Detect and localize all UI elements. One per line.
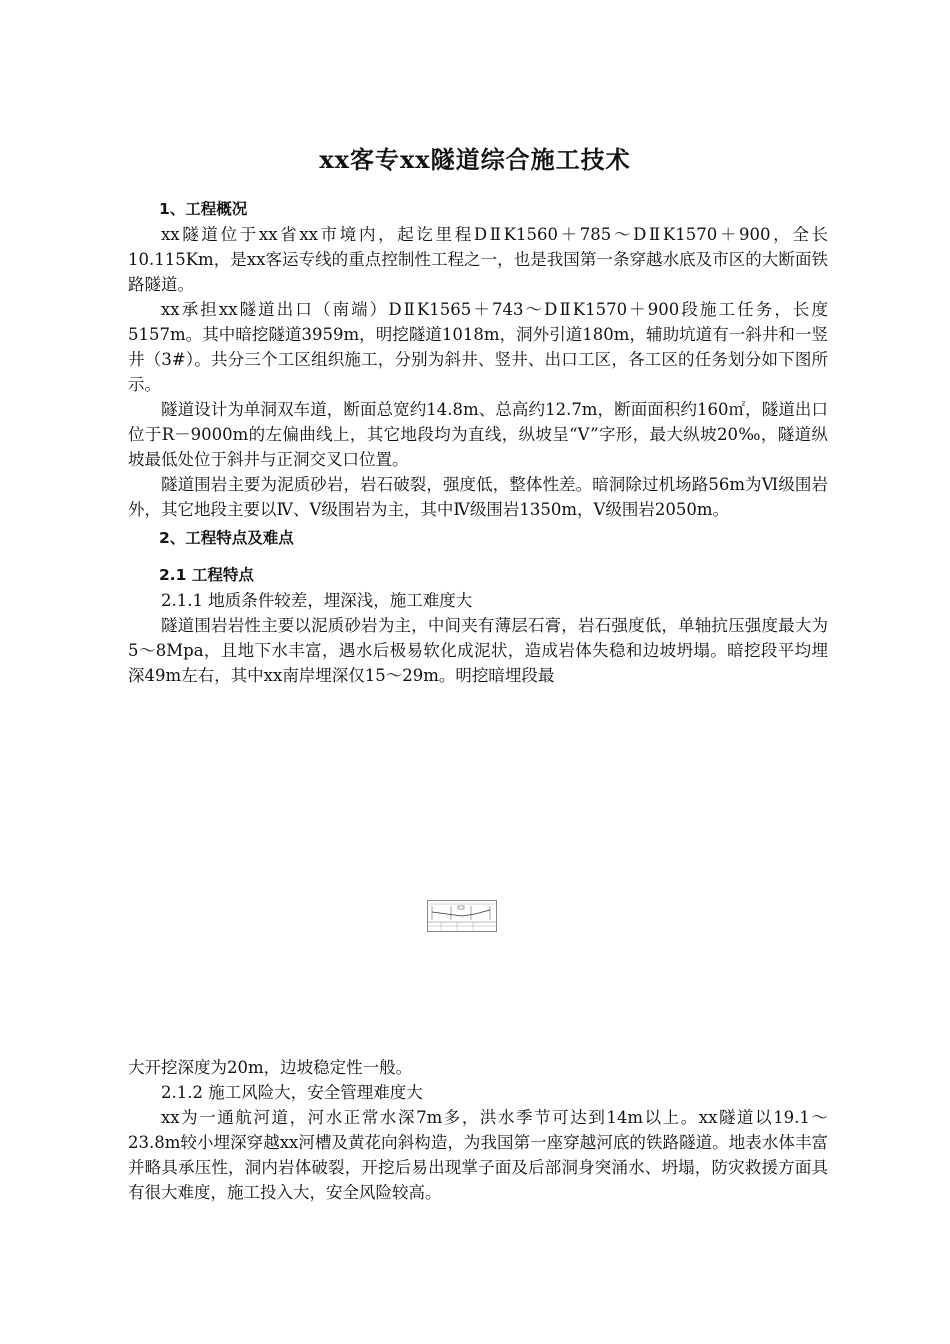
item-title-risk: 2.1.2 施工风险大，安全管理难度大 xyxy=(161,1083,423,1102)
subsection-heading-features: 2.1 工程特点 xyxy=(159,566,254,584)
item-text-geology: 隧道围岩岩性主要以泥质砂岩为主，中间夹有薄层石膏，岩石强度低，单轴抗压强度最大为5～8Mpa，且地下水丰富，遇水后极易软化成泥状，造成岩体失稳和边坡坍塌。暗挖段平均埋深49m左右，其中xx南岸埋深仅15～29m。明挖暗埋段最 xyxy=(128,616,828,685)
item-title-geology: 2.1.1 地质条件较差，埋深浅，施工难度大 xyxy=(161,591,473,610)
document-title: xx客专xx隧道综合施工技术 xyxy=(319,145,631,174)
item-text-risk: xx为一通航河道，河水正常水深7m多，洪水季节可达到14m以上。xx隧道以19.1～23.8m较小埋深穿越xx河槽及黄花向斜构造，为我国第一座穿越河底的铁路隧道。地表水体丰富并略具承压性，洞内岩体破裂，开挖后易出现掌子面及后部洞身突涌水、坍塌，防灾救援方面具有很大难度，施工投入大，安全风险较高。 xyxy=(128,1108,828,1202)
section-heading-features: 2、工程特点及难点 xyxy=(159,529,294,547)
continued-text-block xyxy=(128,1055,828,1205)
overview-paragraph-3: 隧道设计为单洞双车道，断面总宽约14.8m、总高约12.7m，断面面积约160㎡，隧道出口位于R－9000m的左偏曲线上，其它地段均为直线，纵坡呈“V”字形，最大纵坡20‰，隧道纵坡最低处位于斜井与正洞交叉口位置。 xyxy=(128,400,828,469)
overview-paragraph-1: xx隧道位于xx省xx市境内，起讫里程DⅡK1560＋785～DⅡK1570＋900，全长10.115Km，是xx客运专线的重点控制性工程之一，也是我国第一条穿越水底及市区的大断面铁路隧道。 xyxy=(128,225,828,294)
main-text-block xyxy=(128,197,828,688)
item-text-geology-continued: 大开挖深度为20m，边坡稳定性一般。 xyxy=(128,1058,413,1077)
overview-paragraph-4: 隧道围岩主要为泥质砂岩，岩石破裂，强度低，整体性差。暗洞除过机场路56m为Ⅵ级围岩外，其它地段主要以Ⅳ、Ⅴ级围岩为主，其中Ⅳ级围岩1350m，Ⅴ级围岩2050m。 xyxy=(128,475,828,519)
section-heading-overview: 1、工程概况 xyxy=(159,200,248,218)
overview-paragraph-2: xx承担xx隧道出口（南端）DⅡK1565＋743～DⅡK1570＋900段施工任务，长度5157m。其中暗挖隧道3959m，明挖隧道1018m，洞外引道180m，辅助坑道有一斜井和一竖井（3#）。共分三个工区组织施工，分别为斜井、竖井、出口工区，各工区的任务划分如下图所示。 xyxy=(128,300,828,394)
work-zone-division-figure xyxy=(427,900,497,932)
